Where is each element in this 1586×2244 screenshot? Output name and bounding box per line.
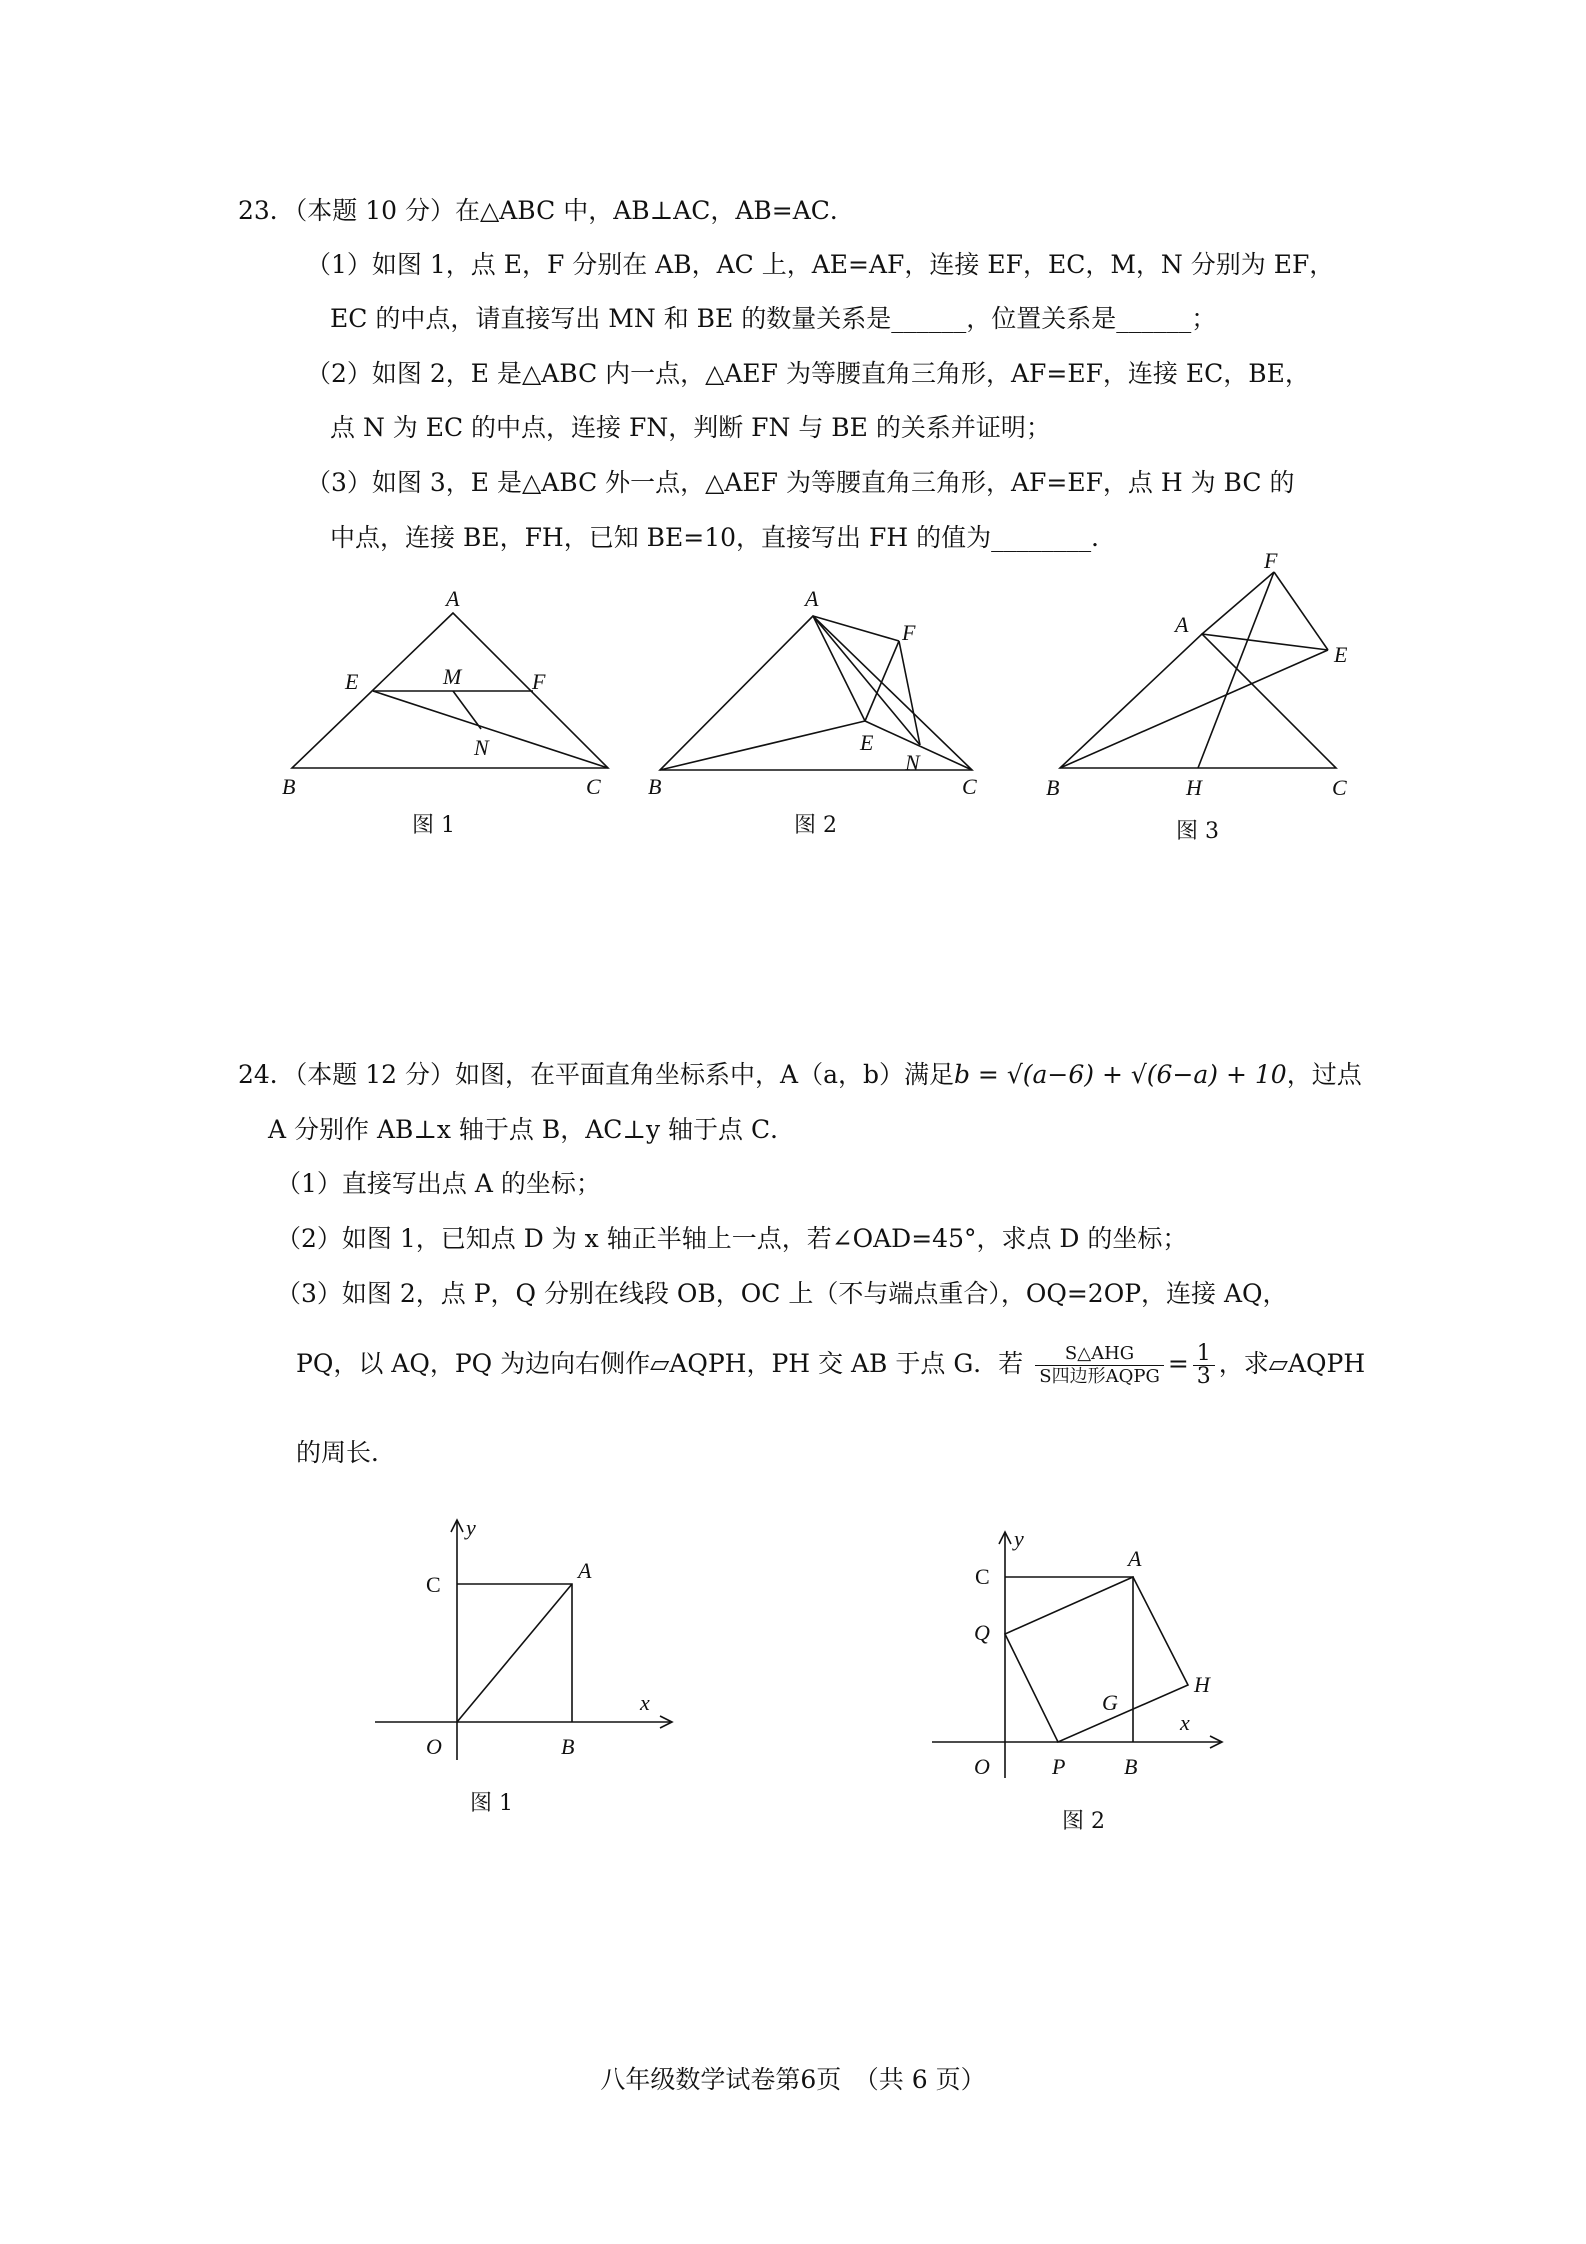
label-h: H (1186, 775, 1202, 800)
area-ratio-fraction (1035, 1343, 1164, 1388)
label-m: M (443, 664, 462, 689)
label-p: P (1052, 1754, 1066, 1779)
segment-ec (373, 691, 608, 768)
label-a: A (1128, 1546, 1142, 1571)
triangle-abc (660, 616, 972, 770)
label-o: O (974, 1754, 990, 1779)
label-o: O (426, 1734, 442, 1759)
label-c: C (426, 1572, 441, 1597)
q24-part3-line3: 的周长． (296, 1438, 397, 1467)
q23-part3-line1: （3）如图 3，E 是△ABC 外一点，△AEF 为等腰直角三角形，AF=EF，点 H 为 BC 的 (306, 468, 1295, 497)
q23-part1-line2: EC 的中点，请直接写出 MN 和 BE 的数量关系是______，位置关系是______； (330, 304, 1217, 333)
page-footer: 八年级数学试卷第6页 （共 6 页） (600, 2065, 986, 2094)
one-third-fraction (1193, 1343, 1215, 1388)
label-y: y (466, 1515, 476, 1540)
q23-heading: 23．（本题 10 分）在△ABC 中，AB⊥AC，AB=AC． (238, 196, 855, 225)
label-n: N (474, 735, 489, 760)
q24-part2: （2）如图 1，已知点 D 为 x 轴正半轴上一点，若∠OAD=45°，求点 D 的坐标； (276, 1224, 1188, 1253)
segment-af (1202, 572, 1274, 634)
q23-figure-1 (270, 580, 630, 810)
segment-fn (899, 641, 920, 745)
label-c: C (1332, 775, 1347, 800)
q23-figure-1-caption: 图 1 (412, 813, 455, 838)
triangle-abc (1060, 634, 1336, 768)
label-a: A (805, 586, 819, 611)
fraction-denominator: S四边形AQPG (1039, 1366, 1160, 1387)
q24-part3-line2 (296, 1334, 1365, 1394)
label-g: G (1102, 1690, 1118, 1715)
label-f: F (902, 620, 916, 645)
segment-be (1060, 650, 1328, 768)
label-q: Q (974, 1620, 990, 1645)
q24-figure-1-caption: 图 1 (470, 1791, 513, 1816)
segment-fe (1274, 572, 1328, 650)
q24-figure-2-caption: 图 2 (1062, 1809, 1105, 1834)
label-e: E (860, 730, 874, 755)
q24-heading (238, 1058, 1362, 1092)
label-b: B (1046, 775, 1060, 800)
q23-part2-line2: 点 N 为 EC 的中点，连接 FN，判断 FN 与 BE 的关系并证明； (330, 413, 1051, 442)
segment-ef (865, 641, 899, 721)
label-h: H (1194, 1672, 1210, 1697)
q24-figure-1 (360, 1510, 690, 1770)
q24-formula: b = √(a−6) + √(6−a) + 10 (953, 1060, 1287, 1089)
q23-part1-line1: （1）如图 1，点 E，F 分别在 AB，AC 上，AE=AF，连接 EF，EC，M，N 分别为 EF， (306, 250, 1335, 279)
q23-part3-line2: 中点，连接 BE，FH，已知 BE=10，直接写出 FH 的值为________． (330, 523, 1117, 552)
q24-heading-start: 24．（本题 12 分）如图，在平面直角坐标系中，A（a，b）满足 (238, 1060, 954, 1089)
label-c: C (962, 774, 977, 799)
label-e: E (1334, 642, 1348, 667)
q24-figure-2-drawing (920, 1520, 1250, 1790)
label-y: y (1014, 1526, 1024, 1551)
label-x: x (640, 1690, 650, 1715)
label-c: C (586, 774, 601, 799)
q24-part3-line1: （3）如图 2，点 P，Q 分别在线段 OB，OC 上（不与端点重合），OQ=2OP，连接 AQ， (276, 1279, 1288, 1308)
label-f: F (532, 669, 546, 694)
label-x: x (1180, 1710, 1190, 1735)
q24-part3-line2-start: PQ，以 AQ，PQ 为边向右侧作▱AQPH，PH 交 AB 于点 G．若 (296, 1349, 1024, 1378)
q24-part3-line2-end: ，求▱AQPH (1218, 1349, 1366, 1378)
label-f: F (1264, 550, 1278, 573)
label-a: A (578, 1558, 592, 1583)
label-n: N (905, 750, 920, 775)
q23-figure-3 (1030, 550, 1390, 810)
q23-figure-2-caption: 图 2 (794, 813, 837, 838)
label-e: E (345, 669, 359, 694)
q23-figure-2 (640, 580, 1000, 810)
label-c: C (975, 1564, 990, 1589)
fraction-numerator: S△AHG (1035, 1343, 1164, 1366)
q23-figure-3-caption: 图 3 (1176, 819, 1219, 844)
label-b: B (561, 1734, 575, 1759)
q24-part1: （1）直接写出点 A 的坐标； (276, 1169, 601, 1198)
label-b: B (648, 774, 662, 799)
segment-mn (453, 691, 481, 729)
segment-ae (1202, 634, 1328, 650)
q24-heading-end: ，过点 (1286, 1060, 1362, 1089)
fraction-one: 1 (1193, 1343, 1215, 1366)
q23-part2-line1: （2）如图 2，E 是△ABC 内一点，△AEF 为等腰直角三角形，AF=EF，连接 EC，BE， (306, 359, 1310, 388)
segment-fh (1198, 572, 1274, 768)
parallelogram-aqph (1005, 1577, 1188, 1742)
label-a: A (1175, 612, 1189, 637)
label-b: B (1124, 1754, 1138, 1779)
label-b: B (282, 774, 296, 799)
label-a: A (446, 586, 460, 611)
fraction-three: 3 (1196, 1364, 1211, 1389)
segment-oa (457, 1584, 572, 1722)
q24-line2: A 分别作 AB⊥x 轴于点 B，AC⊥y 轴于点 C． (268, 1115, 796, 1144)
fraction-equals: = (1167, 1349, 1189, 1378)
segment-be (660, 721, 865, 770)
